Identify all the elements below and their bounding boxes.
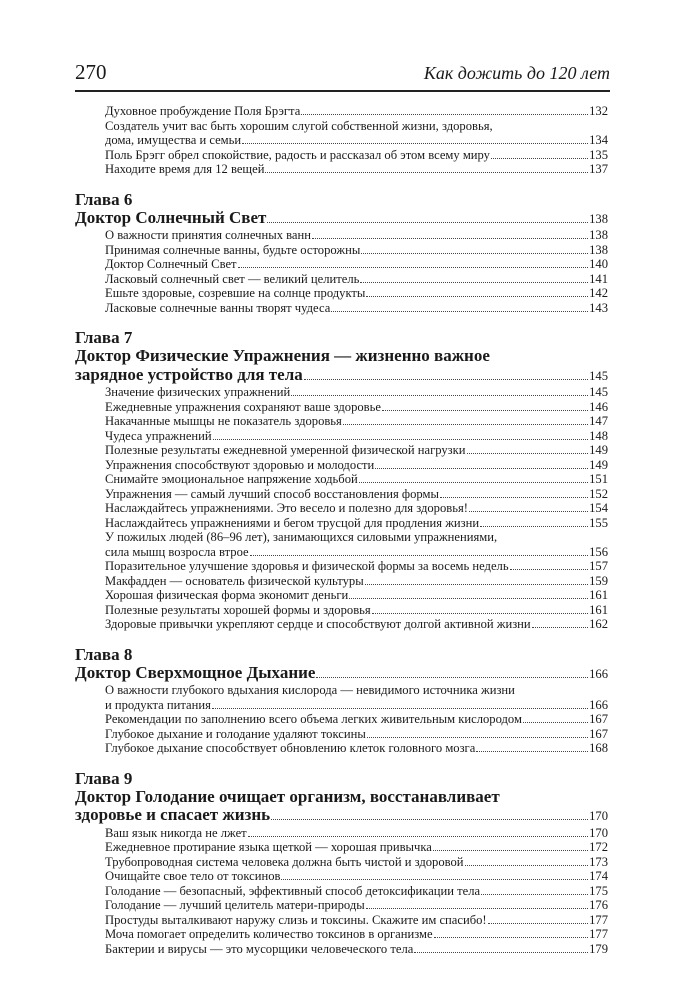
entry-text: Доктор Солнечный Свет bbox=[105, 257, 237, 271]
entry-row bbox=[75, 487, 608, 502]
entry-row bbox=[75, 385, 608, 400]
entry-page-number: 179 bbox=[589, 941, 608, 956]
toc-entry[interactable] bbox=[75, 559, 608, 574]
entry-row bbox=[75, 133, 608, 148]
toc-entry[interactable] bbox=[75, 257, 608, 272]
entry-text: Поль Брэгг обрел спокойствие, радость и рассказал об этом всему миру bbox=[105, 147, 490, 162]
chapter-title-text: Доктор Сверхмощное Дыхание bbox=[75, 662, 316, 682]
chapter-label: Глава 9 bbox=[75, 768, 133, 788]
entry-page-number: 147 bbox=[589, 414, 608, 428]
entry-page-number: 137 bbox=[589, 162, 608, 176]
dot-leader bbox=[440, 497, 588, 498]
entry-text: Упражнения — самый лучший способ восстановления формы bbox=[105, 486, 439, 501]
dot-leader bbox=[281, 879, 588, 880]
chapter-section bbox=[75, 328, 608, 632]
chapter-page-number: 138 bbox=[589, 211, 608, 226]
entry-text: Накачанные мышцы не показатель здоровья bbox=[105, 414, 342, 428]
chapter-title[interactable] bbox=[75, 788, 608, 826]
entry-row bbox=[75, 603, 608, 618]
toc-entry[interactable] bbox=[75, 913, 608, 928]
entry-text: Принимая солнечные ванны, будьте осторожны bbox=[105, 242, 361, 257]
entry-text: Упражнения способствуют здоровью и молодости bbox=[105, 457, 375, 472]
entry-row bbox=[75, 104, 608, 119]
dot-leader bbox=[510, 569, 589, 570]
entry-text: Наслаждайтесь упражнениями. Это весело и полезно для здоровья! bbox=[105, 501, 468, 515]
entry-page-number: 167 bbox=[589, 726, 608, 741]
dot-leader bbox=[434, 937, 589, 938]
dot-leader bbox=[213, 439, 588, 440]
dot-leader bbox=[343, 424, 588, 425]
entry-page-number: 132 bbox=[589, 104, 608, 118]
entry-page-number: 134 bbox=[589, 133, 608, 147]
entry-row bbox=[75, 516, 608, 531]
entry-text: Полезные результаты хорошей формы и здоровья bbox=[105, 602, 371, 617]
toc-entry[interactable] bbox=[75, 603, 608, 618]
entry-page-number: 145 bbox=[589, 385, 608, 399]
chapter-title-text: здоровье и спасает жизнь bbox=[75, 805, 271, 824]
entry-page-number: 177 bbox=[589, 927, 608, 941]
entry-row bbox=[75, 501, 608, 516]
toc-entry[interactable] bbox=[75, 683, 608, 712]
toc-entry[interactable] bbox=[75, 727, 608, 742]
entry-page-number: 143 bbox=[589, 300, 608, 315]
entry-text: Бактерии и вирусы — это мусорщики человеческого тела bbox=[105, 941, 414, 956]
entry-page-number: 140 bbox=[589, 257, 608, 271]
entry-text: Макфадден — основатель физической культуры bbox=[105, 573, 364, 588]
entry-text: Поразительное улучшение здоровья и физической формы за восемь недель bbox=[105, 559, 509, 573]
entry-row bbox=[75, 869, 608, 884]
entry-text-line: Создатель учит вас быть хорошим слугой собственной жизни, здоровья, bbox=[105, 118, 493, 133]
entry-page-number: 173 bbox=[589, 854, 608, 869]
toc-entry[interactable] bbox=[75, 487, 608, 502]
dot-leader bbox=[291, 395, 588, 396]
entry-text: Значение физических упражнений bbox=[105, 385, 291, 399]
entry-text: Голодание — безопасный, эффективный способ детоксификации тела bbox=[105, 883, 481, 898]
dot-leader bbox=[532, 627, 588, 628]
toc-entry[interactable] bbox=[75, 741, 608, 756]
dot-leader bbox=[433, 850, 588, 851]
entry-text: Полезные результаты ежедневной умеренной физической нагрузки bbox=[105, 443, 466, 457]
dot-leader bbox=[349, 598, 588, 599]
chapter-label: Глава 6 bbox=[75, 189, 133, 209]
dot-leader bbox=[372, 613, 588, 614]
entry-page-number: 151 bbox=[589, 472, 608, 486]
entry-row bbox=[75, 574, 608, 589]
dot-leader bbox=[212, 708, 588, 709]
chapter-section bbox=[75, 769, 608, 957]
dot-leader bbox=[250, 555, 588, 556]
entry-row bbox=[75, 472, 608, 487]
entry-text: Наслаждайтесь упражнениями и бегом трусцой для продления жизни bbox=[105, 515, 480, 530]
entry-page-number: 161 bbox=[589, 588, 608, 602]
entry-text: Голодание — лучший целитель матери-природы bbox=[105, 898, 365, 912]
entry-page-number: 159 bbox=[589, 573, 608, 588]
dot-leader bbox=[467, 453, 589, 454]
entry-page-number: 172 bbox=[589, 840, 608, 854]
entry-page-number: 176 bbox=[589, 898, 608, 912]
entry-row bbox=[75, 826, 608, 841]
entry-row bbox=[75, 458, 608, 473]
entry-text: Глубокое дыхание и голодание удаляют токсины bbox=[105, 726, 366, 741]
toc-entry[interactable] bbox=[75, 162, 608, 177]
dot-leader bbox=[242, 143, 588, 144]
entry-text: Чудеса упражнений bbox=[105, 428, 212, 443]
toc-entry[interactable] bbox=[75, 414, 608, 429]
dot-leader bbox=[366, 908, 588, 909]
entry-row bbox=[75, 840, 608, 855]
entry-row bbox=[75, 927, 608, 942]
entry-page-number: 154 bbox=[589, 501, 608, 515]
toc-entry[interactable] bbox=[75, 385, 608, 400]
chapter-section bbox=[75, 190, 608, 316]
dot-leader bbox=[469, 511, 588, 512]
entry-page-number: 138 bbox=[589, 242, 608, 257]
chapter-title-line: Доктор Голодание очищает организм, восстанавливает bbox=[75, 786, 500, 806]
toc-entry[interactable] bbox=[75, 617, 608, 632]
chapter-section bbox=[75, 645, 608, 756]
entry-page-number: 142 bbox=[589, 286, 608, 300]
entry-page-number: 166 bbox=[589, 697, 608, 712]
dot-leader bbox=[523, 722, 588, 723]
entry-page-number: 141 bbox=[589, 271, 608, 286]
page-number: 270 bbox=[75, 60, 107, 84]
entry-row bbox=[75, 741, 608, 756]
chapter-title-row bbox=[75, 806, 608, 826]
dot-leader bbox=[365, 584, 588, 585]
entry-text: Очищайте свое тело от токсинов bbox=[105, 869, 281, 883]
dot-leader bbox=[476, 751, 588, 752]
entry-text: Простуды выталкивают наружу слизь и токсины. Скажите им спасибо! bbox=[105, 912, 487, 927]
entry-text: сила мышц возросла втрое bbox=[105, 544, 249, 559]
entry-row bbox=[75, 257, 608, 272]
entry-text: Рекомендации по заполнению всего объема легких живительным кислородом bbox=[105, 712, 522, 726]
toc-entry[interactable] bbox=[75, 840, 608, 855]
entry-text: Хорошая физическая форма экономит деньги bbox=[105, 588, 349, 602]
toc-entry[interactable] bbox=[75, 927, 608, 942]
toc-entry[interactable] bbox=[75, 588, 608, 603]
dot-leader bbox=[331, 311, 588, 312]
toc-entry[interactable] bbox=[75, 429, 608, 444]
entry-page-number: 168 bbox=[589, 741, 608, 755]
chapter-title-text: Доктор Солнечный Свет bbox=[75, 207, 267, 227]
entry-row bbox=[75, 559, 608, 574]
entry-row bbox=[75, 588, 608, 603]
toc-entry[interactable] bbox=[75, 884, 608, 899]
entry-text: Ешьте здоровые, созревшие на солнце продукты bbox=[105, 286, 366, 300]
entry-page-number: 148 bbox=[589, 428, 608, 443]
dot-leader bbox=[488, 923, 589, 924]
toc-entry[interactable] bbox=[75, 530, 608, 559]
chapter-title[interactable] bbox=[75, 664, 608, 684]
entry-text-line: О важности глубокого вдыхания кислорода — невидимого источника жизни bbox=[105, 683, 515, 697]
dot-leader bbox=[238, 267, 589, 268]
entry-text: Ежедневное протирание языка щеткой — хорошая привычка bbox=[105, 840, 432, 854]
entry-row bbox=[75, 855, 608, 870]
dot-leader bbox=[382, 410, 588, 411]
toc-entry[interactable] bbox=[75, 942, 608, 957]
toc-entry[interactable] bbox=[75, 443, 608, 458]
entry-row bbox=[75, 545, 608, 560]
dot-leader bbox=[271, 819, 588, 820]
entry-page-number: 146 bbox=[589, 399, 608, 414]
toc-entry[interactable] bbox=[75, 855, 608, 870]
page-header bbox=[75, 58, 610, 92]
entry-row bbox=[75, 884, 608, 899]
toc-entry[interactable] bbox=[75, 501, 608, 516]
toc-entry[interactable] bbox=[75, 272, 608, 287]
entry-page-number: 177 bbox=[589, 912, 608, 927]
toc-entry[interactable] bbox=[75, 516, 608, 531]
chapter-title-text: зарядное устройство для тела bbox=[75, 364, 303, 384]
entry-page-number: 174 bbox=[589, 869, 608, 883]
entry-page-number: 149 bbox=[589, 443, 608, 457]
dot-leader bbox=[361, 253, 588, 254]
dot-leader bbox=[414, 952, 588, 953]
entry-row bbox=[75, 913, 608, 928]
chapter-page-number: 166 bbox=[589, 666, 608, 681]
toc-entry[interactable] bbox=[75, 228, 608, 243]
dot-leader bbox=[375, 468, 588, 469]
entry-text: О важности принятия солнечных ванн bbox=[105, 228, 311, 242]
chapter-title[interactable] bbox=[75, 209, 608, 229]
entry-page-number: 135 bbox=[589, 147, 608, 162]
entry-text: Глубокое дыхание способствует обновлению клеток головного мозга bbox=[105, 741, 476, 755]
entry-text: Духовное пробуждение Поля Брэгта bbox=[105, 104, 301, 118]
entry-row bbox=[75, 698, 608, 713]
entry-row bbox=[75, 617, 608, 632]
entry-text: Ласковые солнечные ванны творят чудеса bbox=[105, 300, 331, 315]
entry-row bbox=[75, 443, 608, 458]
dot-leader bbox=[367, 737, 588, 738]
entry-page-number: 175 bbox=[589, 883, 608, 898]
entry-text: Ваш язык никогда не лжет bbox=[105, 825, 247, 840]
toc-entry[interactable] bbox=[75, 869, 608, 884]
entry-page-number: 155 bbox=[589, 515, 608, 530]
entry-text: Ежедневные упражнения сохраняют ваше здоровье bbox=[105, 399, 381, 414]
dot-leader bbox=[481, 894, 588, 895]
toc-entry[interactable] bbox=[75, 119, 608, 148]
dot-leader bbox=[480, 526, 588, 527]
dot-leader bbox=[312, 238, 588, 239]
entry-row bbox=[75, 301, 608, 316]
entry-row bbox=[75, 429, 608, 444]
dot-leader bbox=[304, 379, 588, 380]
chapter-label: Глава 8 bbox=[75, 644, 133, 664]
chapter-title-row bbox=[75, 209, 608, 229]
entry-row bbox=[75, 272, 608, 287]
dot-leader bbox=[265, 172, 588, 173]
dot-leader bbox=[248, 836, 588, 837]
chapter-title[interactable] bbox=[75, 347, 608, 385]
entry-page-number: 161 bbox=[589, 602, 608, 617]
running-title: Как дожить до 120 лет bbox=[423, 63, 610, 83]
entry-text: Ласковый солнечный свет — великий целитель bbox=[105, 271, 360, 286]
entry-row bbox=[75, 162, 608, 177]
toc-entry[interactable] bbox=[75, 400, 608, 415]
entry-row bbox=[75, 712, 608, 727]
dot-leader bbox=[359, 482, 588, 483]
entry-row bbox=[75, 286, 608, 301]
entry-page-number: 138 bbox=[589, 228, 608, 242]
entry-row bbox=[75, 727, 608, 742]
entry-text: Снимайте эмоциональное напряжение ходьбой bbox=[105, 472, 358, 486]
entry-row bbox=[75, 414, 608, 429]
entry-page-number: 157 bbox=[589, 559, 608, 573]
entry-row bbox=[75, 228, 608, 243]
chapter-label: Глава 7 bbox=[75, 328, 133, 347]
dot-leader bbox=[491, 158, 588, 159]
entry-row bbox=[75, 898, 608, 913]
chapter-page-number: 145 bbox=[589, 368, 608, 383]
entry-page-number: 167 bbox=[589, 712, 608, 726]
entry-text-line: У пожилых людей (86–96 лет), занимающихся силовыми упражнениями, bbox=[105, 530, 498, 544]
toc-entry[interactable] bbox=[75, 286, 608, 301]
toc-entry[interactable] bbox=[75, 148, 608, 163]
toc-entry[interactable] bbox=[75, 472, 608, 487]
entry-text: Моча помогает определить количество токсинов в организме bbox=[105, 927, 433, 941]
toc-entry[interactable] bbox=[75, 301, 608, 316]
entry-page-number: 149 bbox=[589, 457, 608, 472]
entry-text: Здоровые привычки укрепляют сердце и способствуют долгой активной жизни bbox=[105, 617, 531, 631]
toc-entry[interactable] bbox=[75, 898, 608, 913]
toc-entry[interactable] bbox=[75, 104, 608, 119]
dot-leader bbox=[301, 114, 588, 115]
entry-page-number: 156 bbox=[589, 544, 608, 559]
toc-entry[interactable] bbox=[75, 458, 608, 473]
toc-entry[interactable] bbox=[75, 574, 608, 589]
entry-page-number: 162 bbox=[589, 617, 608, 631]
entry-text: дома, имущества и семьи bbox=[105, 133, 242, 147]
chapter-page-number: 170 bbox=[589, 809, 608, 823]
entry-row bbox=[75, 148, 608, 163]
entry-page-number: 170 bbox=[589, 825, 608, 840]
dot-leader bbox=[360, 282, 588, 283]
table-of-contents bbox=[75, 104, 608, 956]
entry-text: и продукта питания bbox=[105, 697, 211, 712]
entry-text: Трубопроводная система человека должна быть чистой и здоровой bbox=[105, 854, 464, 869]
entry-row bbox=[75, 243, 608, 258]
entry-text: Находите время для 12 вещей bbox=[105, 162, 265, 176]
chapter-title-line: Доктор Физические Упражнения — жизненно важное bbox=[75, 346, 490, 365]
dot-leader bbox=[366, 296, 588, 297]
chapter-title-row bbox=[75, 366, 608, 386]
entry-row bbox=[75, 942, 608, 957]
entry-page-number: 152 bbox=[589, 486, 608, 501]
toc-entry[interactable] bbox=[75, 826, 608, 841]
dot-leader bbox=[465, 865, 589, 866]
dot-leader bbox=[267, 222, 588, 223]
dot-leader bbox=[316, 677, 588, 678]
toc-entry[interactable] bbox=[75, 243, 608, 258]
toc-entry[interactable] bbox=[75, 712, 608, 727]
chapter-title-row bbox=[75, 664, 608, 684]
entry-row bbox=[75, 400, 608, 415]
